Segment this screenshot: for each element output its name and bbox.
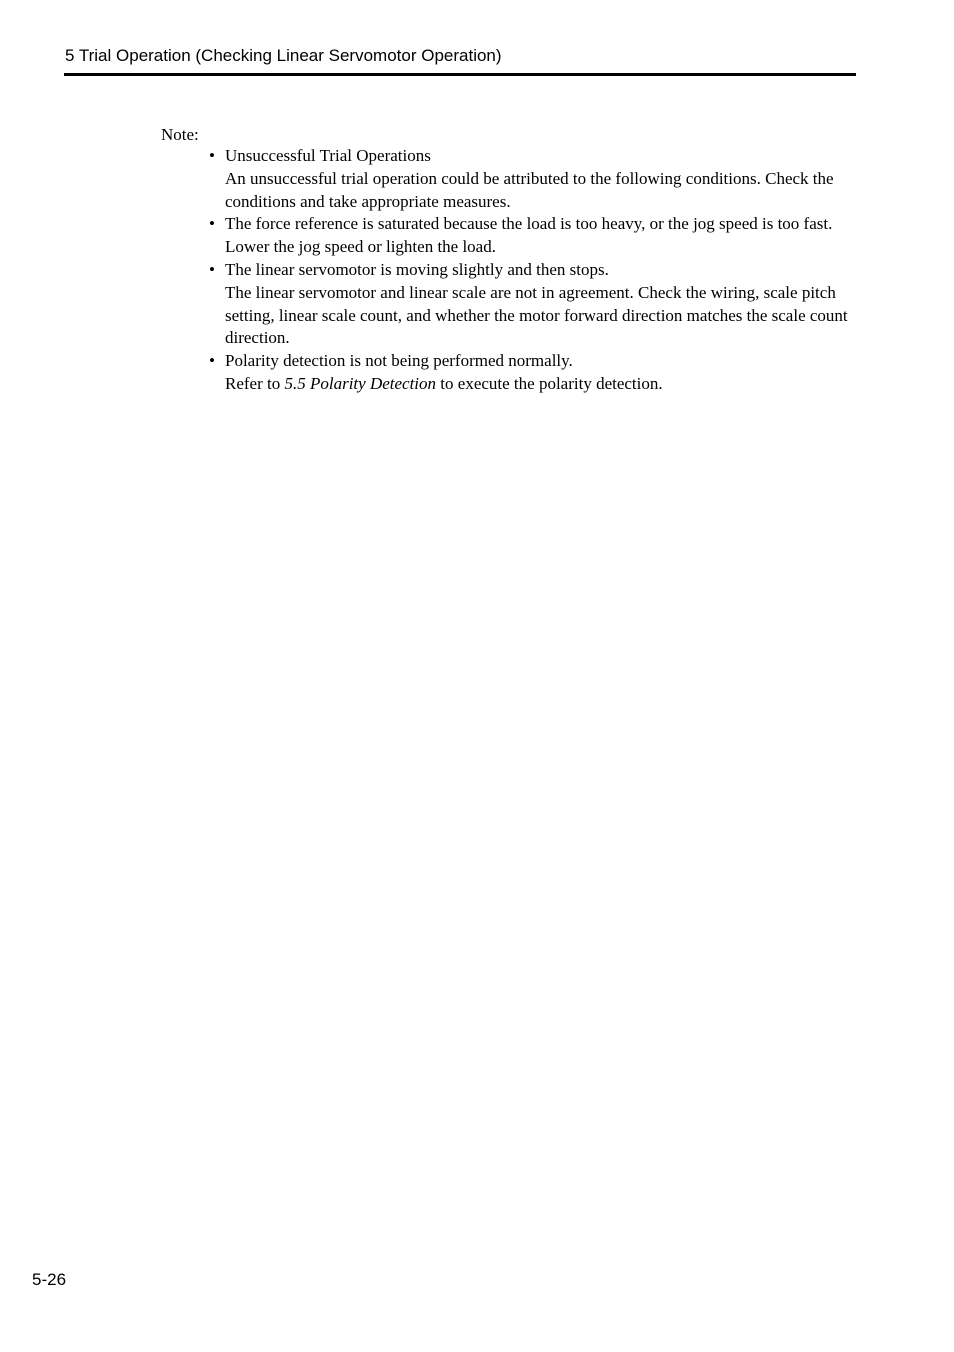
- bullet-icon: •: [209, 351, 215, 371]
- note-item-title: Unsuccessful Trial Operations: [225, 146, 431, 165]
- note-item-body: An unsuccessful trial operation could be attributed to the following conditions. Check the conditions and take appropriate measures.: [225, 168, 834, 211]
- running-header: 5 Trial Operation (Checking Linear Servomotor Operation): [65, 46, 502, 65]
- note-item-unsuccessful-trial: [209, 145, 854, 213]
- header-rule: [64, 73, 856, 76]
- note-label: Note:: [161, 125, 199, 144]
- body-suffix: to execute the polarity detection.: [436, 373, 663, 393]
- note-item-title: Polarity detection is not being performed normally.: [225, 351, 573, 371]
- page-number: 5-26: [32, 1270, 67, 1289]
- note-item-moving-slightly: [209, 259, 854, 350]
- note-item-title: The linear servomotor is moving slightly and then stops.: [225, 259, 609, 279]
- body-prefix: Refer to: [225, 373, 285, 393]
- note-item-polarity-detection: [209, 350, 854, 396]
- bullet-icon: •: [209, 259, 215, 279]
- note-item-force-saturated: [209, 213, 854, 259]
- cross-reference-link[interactable]: 5.5 Polarity Detection: [284, 373, 437, 393]
- bullet-icon: •: [209, 146, 215, 165]
- bullet-icon: •: [209, 214, 215, 234]
- note-item-title: The force reference is saturated because the load is too heavy, or the jog speed is too fast.: [225, 214, 833, 234]
- note-item-body: [225, 373, 854, 396]
- note-list: [209, 145, 854, 396]
- note-item-body: Lower the jog speed or lighten the load.: [225, 237, 496, 257]
- note-item-body: The linear servomotor and linear scale are not in agreement. Check the wiring, scale pitch setting, linear scale count, and whether the motor forward direction matches the scale count direction.: [225, 282, 848, 348]
